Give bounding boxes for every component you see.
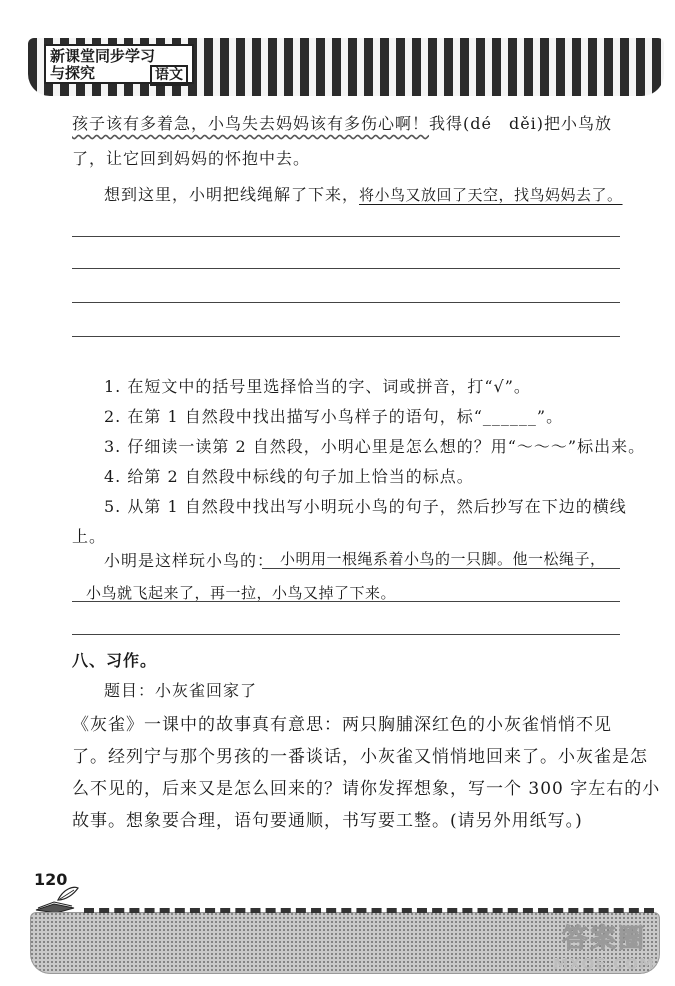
question-2: 2. 在第 1 自然段中找出描写小鸟样子的语句，标“______”。 <box>104 407 564 426</box>
essay-body-line: 么不见的，后来又是怎么回来的？请你发挥想象，写一个 300 字左右的小 <box>72 779 661 799</box>
writing-line <box>72 302 620 303</box>
writing-line <box>72 268 620 269</box>
series-title-line2: 与探究 <box>50 64 96 82</box>
series-title-box <box>44 44 194 84</box>
essay-body-line: 故事。想象要合理，语句要通顺，书写要工整。(请另外用纸写。) <box>72 811 583 831</box>
section-8-heading: 八、习作。 <box>72 651 158 670</box>
writing-line <box>72 236 620 237</box>
passage-line-1-rest: 我得(dé děi)把小鸟放 <box>429 114 613 133</box>
writing-line <box>72 336 620 337</box>
footer-dashed-line <box>84 908 654 913</box>
series-title-line1: 新课堂同步学习 <box>50 47 156 65</box>
book-leaf-icon <box>34 884 80 914</box>
watermark-url: MXQE.COM <box>553 955 655 973</box>
question-1: 1. 在短文中的括号里选择恰当的字、词或拼音，打“√”。 <box>104 377 531 396</box>
handwritten-answer-5-line1: 小明用一根绳系着小鸟的一只脚。他一松绳子， <box>280 550 606 568</box>
question-4: 4. 给第 2 自然段中标线的句子加上恰当的标点。 <box>104 467 474 486</box>
answer-line <box>72 601 620 602</box>
question-5: 5. 从第 1 自然段中找出写小明玩小鸟的句子，然后抄写在下边的横线 <box>104 497 627 516</box>
subject-label: 语文 <box>150 65 188 86</box>
question-3: 3. 仔细读一读第 2 自然段，小明心里是怎么想的？用“～～～”标出来。 <box>104 437 646 456</box>
handwritten-answer-1: 将小鸟又放回了天空，找鸟妈妈去了。 <box>359 186 623 204</box>
watermark-title: 答案圈 <box>561 924 646 954</box>
essay-topic: 题目：小灰雀回家了 <box>104 681 258 700</box>
answer-5-prompt: 小明是这样玩小鸟的： <box>104 551 275 570</box>
passage-line-3 <box>104 182 623 205</box>
essay-body-line: 《灰雀》一课中的故事真有意思：两只胸脯深红色的小灰雀悄悄不见 <box>72 715 612 735</box>
answer-line <box>262 568 620 569</box>
passage-line-2: 了，让它回到妈妈的怀抱中去。 <box>72 149 311 168</box>
answer-line <box>72 634 620 635</box>
passage-line-3-text: 想到这里，小明把线绳解了下来， <box>104 185 360 204</box>
passage-wavy-sentence: 孩子该有多着急，小鸟失去妈妈该有多伤心啊！ <box>72 114 430 133</box>
page-number: 120 <box>34 870 68 889</box>
watermark <box>540 918 668 973</box>
passage-line-1 <box>72 111 612 134</box>
handwritten-answer-5-line2: 小鸟就飞起来了，再一拉，小鸟又掉了下来。 <box>86 584 397 602</box>
essay-body-line: 了。经列宁与那个男孩的一番谈话，小灰雀又悄悄地回来了。小灰雀是怎 <box>72 747 648 767</box>
question-5-cont: 上。 <box>72 527 107 546</box>
